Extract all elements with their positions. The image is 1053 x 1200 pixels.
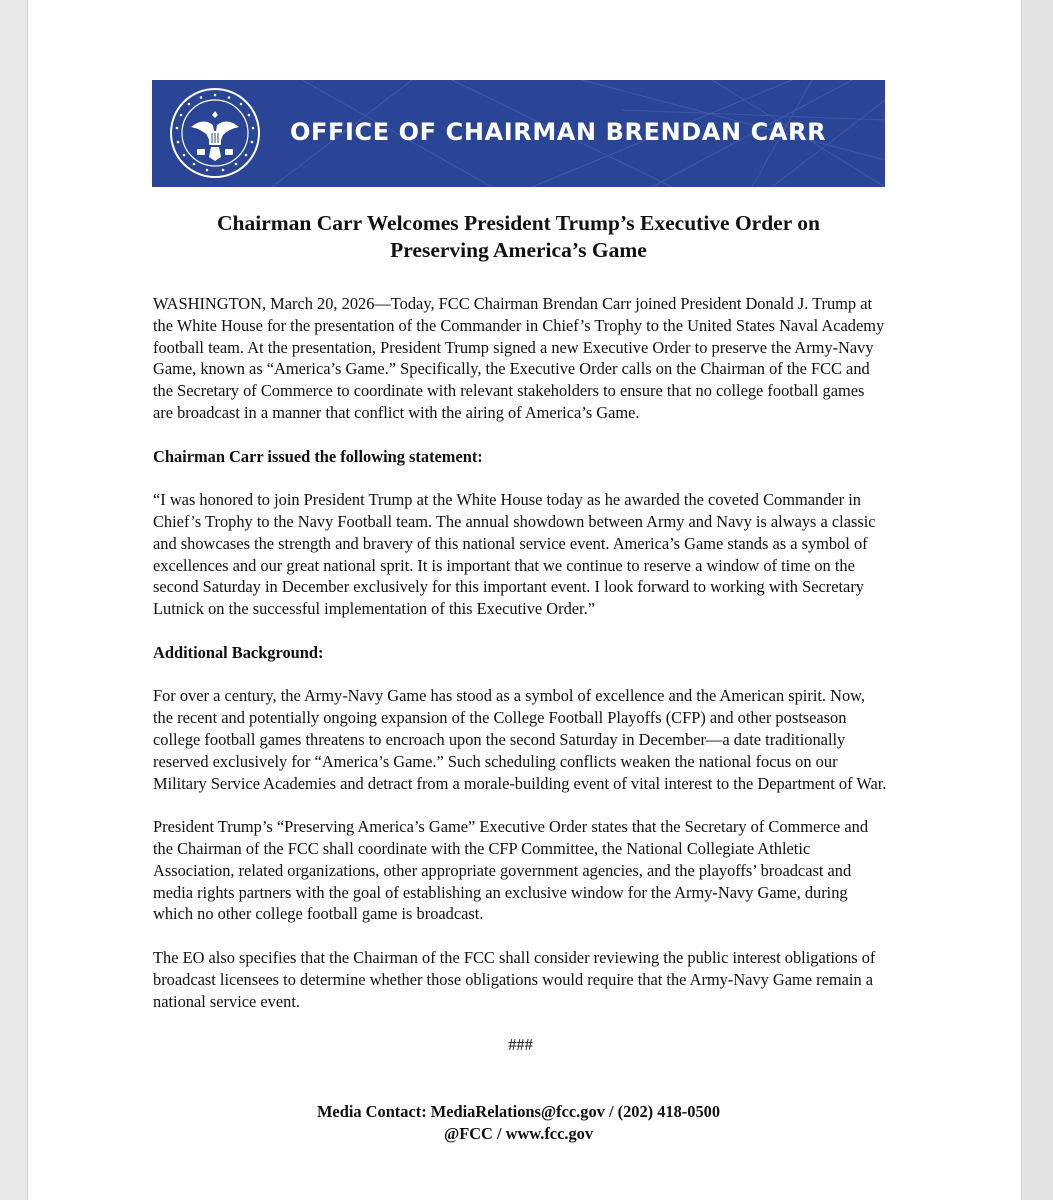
background-paragraph-3: The EO also specifies that the Chairman of the FCC shall consider reviewing the public interest obligations of broadcast licensees to determine whether those obligations would require that the Army-Navy Game remain a national service event. [153,947,876,1011]
media-contact-line: Media Contact: MediaRelations@fcc.gov / (202) 418-0500 [316,1102,721,1121]
social-web-line: @FCC / www.fcc.gov [443,1123,594,1143]
intro-paragraph: WASHINGTON, March 20, 2026—Today, FCC Chairman Brendan Carr joined President Donald J. Trump at the White House for the presentation of the Commander in Chief’s Trophy to the United States Naval Academy football team. At the presentation, President Trump signed a new Executive Order to preserve the Army-Navy Game, known as “America’s Game.” Specifically, the Executive Order calls on the Chairman of the FCC and the Secretary of Commerce to coordinate with relevant stakeholders to ensure that no college football games are broadcast in a manner that conflict with the airing of America’s Game. [153,294,885,422]
left-page-margin [0,0,27,1200]
statement-quote: “I was honored to join President Trump at the White House today as he awarded the coveted Commander in Chief’s Trophy to the Navy Football team. The annual showdown between Army and Navy is always a classic and showcases the strength and bravery of this national service event. America’s Game stands as a symbol of excellences and our great national sprit. It is important that we continue to reserve a window of time on the second Saturday in December exclusively for this important event. I look forward to working with Secretary Lutnick on the successful implementation of this Executive Order.” [153,490,876,619]
end-mark: ### [508,1035,533,1055]
press-release-headline [152,210,885,264]
right-page-margin [1022,0,1053,1200]
banner-title: OFFICE OF CHAIRMAN BRENDAN CARR [290,118,827,146]
headline-line-2: Preserving America’s Game [390,238,647,262]
media-contact [152,1101,885,1145]
statement-heading: Chairman Carr issued the following statement: [153,446,483,466]
background-heading: Additional Background: [153,642,324,662]
press-release-body [153,293,888,1078]
fcc-seal-icon [169,87,261,179]
background-paragraph-2: President Trump’s “Preserving America’s Game” Executive Order states that the Secretary of Commerce and the Chairman of the FCC shall coordinate with the CFP Committee, the National Collegiate Athletic Association, related organizations, other appropriate government agencies, and the playoffs’ broadcast and media rights partners with the goal of establishing an exclusive window for the Army-Navy Game, during which no other college football game is broadcast. [153,817,869,924]
left-page-edge [27,0,28,1200]
office-banner [152,80,885,187]
background-paragraph-1: For over a century, the Army-Navy Game has stood as a symbol of excellence and the American spirit. Now, the recent and potentially ongoing expansion of the College Football Playoffs (CFP) and other postseason college football games threatens to encroach upon the second Saturday in December—a date traditionally reserved exclusively for “America’s Game.” Such scheduling conflicts weaken the national focus on our Military Service Academies and detract from a morale-building event of vital interest to the Department of War. [153,686,887,793]
headline-line-1: Chairman Carr Welcomes President Trump’s Executive Order on [217,211,820,235]
